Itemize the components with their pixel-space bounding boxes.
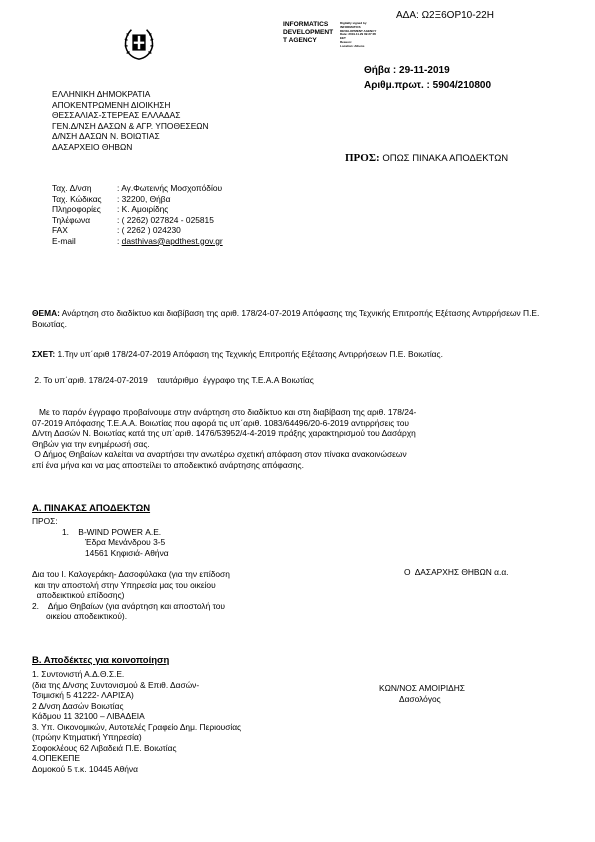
contact-value: : Αγ.Φωτεινής Μοσχοπόδίου xyxy=(117,183,223,193)
body-line: Με το παρόν έγγραφο προβαίνουμε στην ανάρτηση στο διαδίκτυο και στη διαβίβαση της αριθ. 178/24- xyxy=(32,407,417,417)
contact-row xyxy=(52,236,223,247)
signature-detail-line: DEVELOPMENT AGENCY xyxy=(340,28,377,33)
email-link[interactable]: dasthivas@apdthest.gov.gr xyxy=(121,235,223,246)
contact-value: : ( 2262) 027824 - 025815 xyxy=(117,214,214,225)
delivery-note: Δια του Ι. Καλογεράκη- Δασοφύλακα (για την επίδοση xyxy=(32,569,230,579)
body-line: Θηβών για την ενημέρωσή σας. xyxy=(32,438,150,449)
authority-line: ΓΕΝ.Δ/ΝΣΗ ΔΑΣΩΝ & ΑΓΡ. ΥΠΟΘΕΣΕΩΝ xyxy=(52,120,209,131)
recipient-item: 2. Δήμο Θηβαίων (για ανάρτηση και αποστολή του xyxy=(32,600,226,611)
delivery-note: και την αποστολή στην Υπηρεσία μας του οικείου xyxy=(32,579,216,590)
signer-block xyxy=(379,683,465,704)
cc-line: 2 Δ/νση Δασών Βοιωτίας xyxy=(32,700,124,711)
authority-line: ΘΕΣΣΑΛΙΑΣ-ΣΤΕΡΕΑΣ ΕΛΛΑΔΑΣ xyxy=(52,110,181,121)
signature-detail-line: Reason: xyxy=(340,39,352,44)
protocol-number: Αριθμ.πρωτ. : 5904/210800 xyxy=(364,80,492,91)
contact-row xyxy=(52,183,223,194)
authority-line: Δ/ΝΣΗ ΔΑΣΩΝ Ν. ΒΟΙΩΤΙΑΣ xyxy=(52,131,160,142)
contact-label: Πληροφορίες xyxy=(52,204,101,214)
cc-line: (δια της Δ/νσης Συντονισμού & Επιθ. Δασών- xyxy=(32,679,200,690)
reference-label: ΣΧΕΤ: xyxy=(32,349,56,359)
agency-line: INFORMATICS xyxy=(283,21,329,28)
signature-detail-line: Digitally signed by xyxy=(340,21,367,25)
spacer xyxy=(32,558,230,569)
recipient-value: ΟΠΩΣ ΠΙΝΑΚΑ ΑΠΟΔΕΚΤΩΝ xyxy=(382,153,509,164)
recipient-item: 1. B-WIND POWER Α.Ε. xyxy=(62,526,162,537)
sender-signature-title: Ο ΔΑΣΑΡΧΗΣ ΘΗΒΩΝ α.α. xyxy=(404,567,509,577)
cc-heading: Β. Αποδέκτες για κοινοποίηση xyxy=(32,655,170,666)
body-line: επί ένα μήνα και να μας αποστείλει το αποδεικτικό ανάρτησης απόφασης. xyxy=(32,459,304,470)
contact-label: Ταχ. Δ/νση xyxy=(52,183,92,193)
contact-label: Τηλέφωνα xyxy=(52,214,91,225)
subject-text: Ανάρτηση στο διαδίκτυο και διαβίβαση της αριθ. 178/24-07-2019 Απόφασης της Τεχνικής Επιτροπής Εξέτασης Αντιρρήσεων Π.Ε. Βοιωτίας. xyxy=(32,308,540,329)
body-line: 07-2019 Απόφασης Τ.Ε.Α.Α. Βοιωτίας που αφορά τις υπ΄αριθ. 1083/64496/20-6-2019 αντιρρήσεις του xyxy=(32,417,409,428)
recipients-table-heading: Α. ΠΙΝΑΚΑΣ ΑΠΟΔΕΚΤΩΝ xyxy=(32,503,151,514)
authority-line: ΔΑΣΑΡΧΕΙΟ ΘΗΒΩΝ xyxy=(52,141,133,152)
recipient-label: ΠΡΟΣ: xyxy=(345,152,380,164)
contact-details xyxy=(52,183,223,246)
cc-line: Τσιμισκή 5 41222- ΛΑΡΙΣΑ) xyxy=(32,690,134,700)
reference-paragraph xyxy=(32,349,572,360)
cc-line: Σοφοκλέους 62 Λιβαδειά Π.Ε. Βοιωτίας xyxy=(32,742,177,753)
signer-name: ΚΩΝ/ΝΟΣ ΑΜΟΙΡΙΔΗΣ xyxy=(379,683,465,693)
recipients-pros: ΠΡΟΣ: xyxy=(32,516,58,526)
body-text xyxy=(32,407,416,470)
issuing-authority xyxy=(52,89,209,152)
contact-value: : Κ. Αμοιρίδης xyxy=(117,204,169,214)
subject-label: ΘΕΜΑ: xyxy=(32,308,60,318)
signer-title: Δασολόγος xyxy=(399,693,441,704)
digital-signature-agency xyxy=(283,21,333,46)
signature-detail-line: Location: Athens xyxy=(340,43,365,48)
cc-line: Κάδμου 11 32100 – ΛΙΒΑΔΕΙΑ xyxy=(32,711,145,721)
reference-item-2: 2. Το υπ΄αριθ. 178/24-07-2019 ταυτάριθμο έγγραφο της Τ.Ε.Α.Α Βοιωτίας xyxy=(32,375,314,385)
contact-row xyxy=(52,215,223,226)
contact-label: FAX xyxy=(52,225,68,235)
body-line: Δ/ντη Δασών Ν. Βοιωτίας κατά της υπ΄αριθ. 1476/53952/4-4-2019 πράξης χαρακτηρισμού του Δασάρχη xyxy=(32,428,416,438)
recipient-item: οικείου αποδεικτικού). xyxy=(32,611,128,621)
greek-emblem-icon xyxy=(120,24,158,62)
recipient-address: 14561 Κηφισιά- Αθήνα xyxy=(85,547,169,558)
subject-paragraph xyxy=(32,308,572,329)
body-line: Ο Δήμος Θηβαίων καλείται να αναρτήσει την ανωτέρω σχετική απόφαση στον πίνακα ανακοινώσεων xyxy=(32,449,407,459)
signature-detail-line: EET xyxy=(340,36,346,41)
reference-text: 1.Την υπ΄αριθ 178/24-07-2019 Απόφαση της Τεχνικής Επιτροπής Εξέτασης Αντιρρήσεων Π.Ε. Βοιωτίας. xyxy=(55,349,443,359)
cc-line: 3. Υπ. Οικονομικών, Αυτοτελές Γραφείο Δημ. Περιουσίας xyxy=(32,721,242,732)
recipients-list xyxy=(32,516,230,622)
cc-line: 4.ΟΠΕΚΕΠΕ xyxy=(32,753,80,763)
contact-label: E-mail xyxy=(52,235,76,246)
recipient-line xyxy=(345,152,508,166)
contact-value: : 32200, Θήβα xyxy=(117,193,171,204)
cc-line: 1. Συντονιστή Α.Δ.Θ.Σ.Ε. xyxy=(32,669,125,679)
cc-line: (πρώην Κτηματική Υπηρεσία) xyxy=(32,732,142,742)
agency-line: DEVELOPMENT xyxy=(283,29,334,37)
signature-detail-line: Date: 2019.11.29 09:27:35 xyxy=(340,32,377,37)
agency-line: T AGENCY xyxy=(283,37,317,45)
cc-line: Δομοκού 5 τ.κ. 10445 Αθήνα xyxy=(32,763,138,774)
email-colon: : xyxy=(117,235,122,246)
ada-code: ΑΔΑ: Ω2Ξ6ΟΡ10-22Η xyxy=(396,10,494,21)
authority-line: ΑΠΟΚΕΝΤΡΩΜΕΝΗ ΔΙΟΙΚΗΣΗ xyxy=(52,99,171,110)
contact-row xyxy=(52,194,223,205)
signature-detail-line: INFORMATICS xyxy=(340,24,361,29)
digital-signature-details xyxy=(340,22,376,49)
recipient-address: Έδρα Μενάνδρου 3-5 xyxy=(85,537,166,547)
contact-row xyxy=(52,204,223,215)
document-date: Θήβα : 29-11-2019 xyxy=(364,65,450,76)
contact-label: Ταχ. Κώδικας xyxy=(52,193,102,204)
contact-value: : ( 2262 ) 024230 xyxy=(117,225,181,235)
cc-list xyxy=(32,669,241,774)
authority-line: ΕΛΛΗΝΙΚΗ ΔΗΜΟΚΡΑΤΙΑ xyxy=(52,89,151,99)
delivery-note: αποδεικτικού επίδοσης) xyxy=(32,590,125,600)
date-protocol-block xyxy=(364,63,491,93)
contact-row xyxy=(52,225,223,236)
